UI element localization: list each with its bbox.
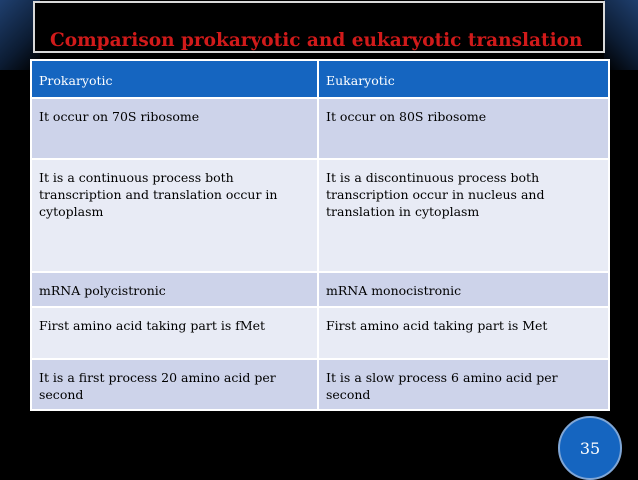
table-row [31, 159, 609, 272]
table-cell: mRNA polycistronic [31, 272, 318, 307]
table-cell: mRNA monocistronic [318, 272, 609, 307]
table-cell: First amino acid taking part is Met [318, 307, 609, 359]
table-cell: First amino acid taking part is fMet [31, 307, 318, 359]
table-header-row [31, 60, 609, 98]
table-cell: It occur on 70S ribosome [31, 98, 318, 159]
page-number: 35 [579, 438, 601, 458]
page-number-badge [558, 416, 622, 480]
table-cell: It is a slow process 6 amino acid per second [318, 359, 609, 410]
table-row [31, 98, 609, 159]
table-cell: It is a continuous process both transcription and translation occur in cytoplasm [31, 159, 318, 272]
slide-title: Comparison prokaryotic and eukaryotic translation [50, 30, 583, 51]
header-eukaryotic: Eukaryotic [318, 60, 609, 98]
table-cell: It is a first process 20 amino acid per second [31, 359, 318, 410]
table-row [31, 272, 609, 307]
header-prokaryotic: Prokaryotic [31, 60, 318, 98]
table-row [31, 359, 609, 410]
table-row [31, 307, 609, 359]
comparison-table [30, 59, 610, 411]
table-cell: It is a discontinuous process both transcription occur in nucleus and translation in cytoplasm [318, 159, 609, 272]
table-cell: It occur on 80S ribosome [318, 98, 609, 159]
